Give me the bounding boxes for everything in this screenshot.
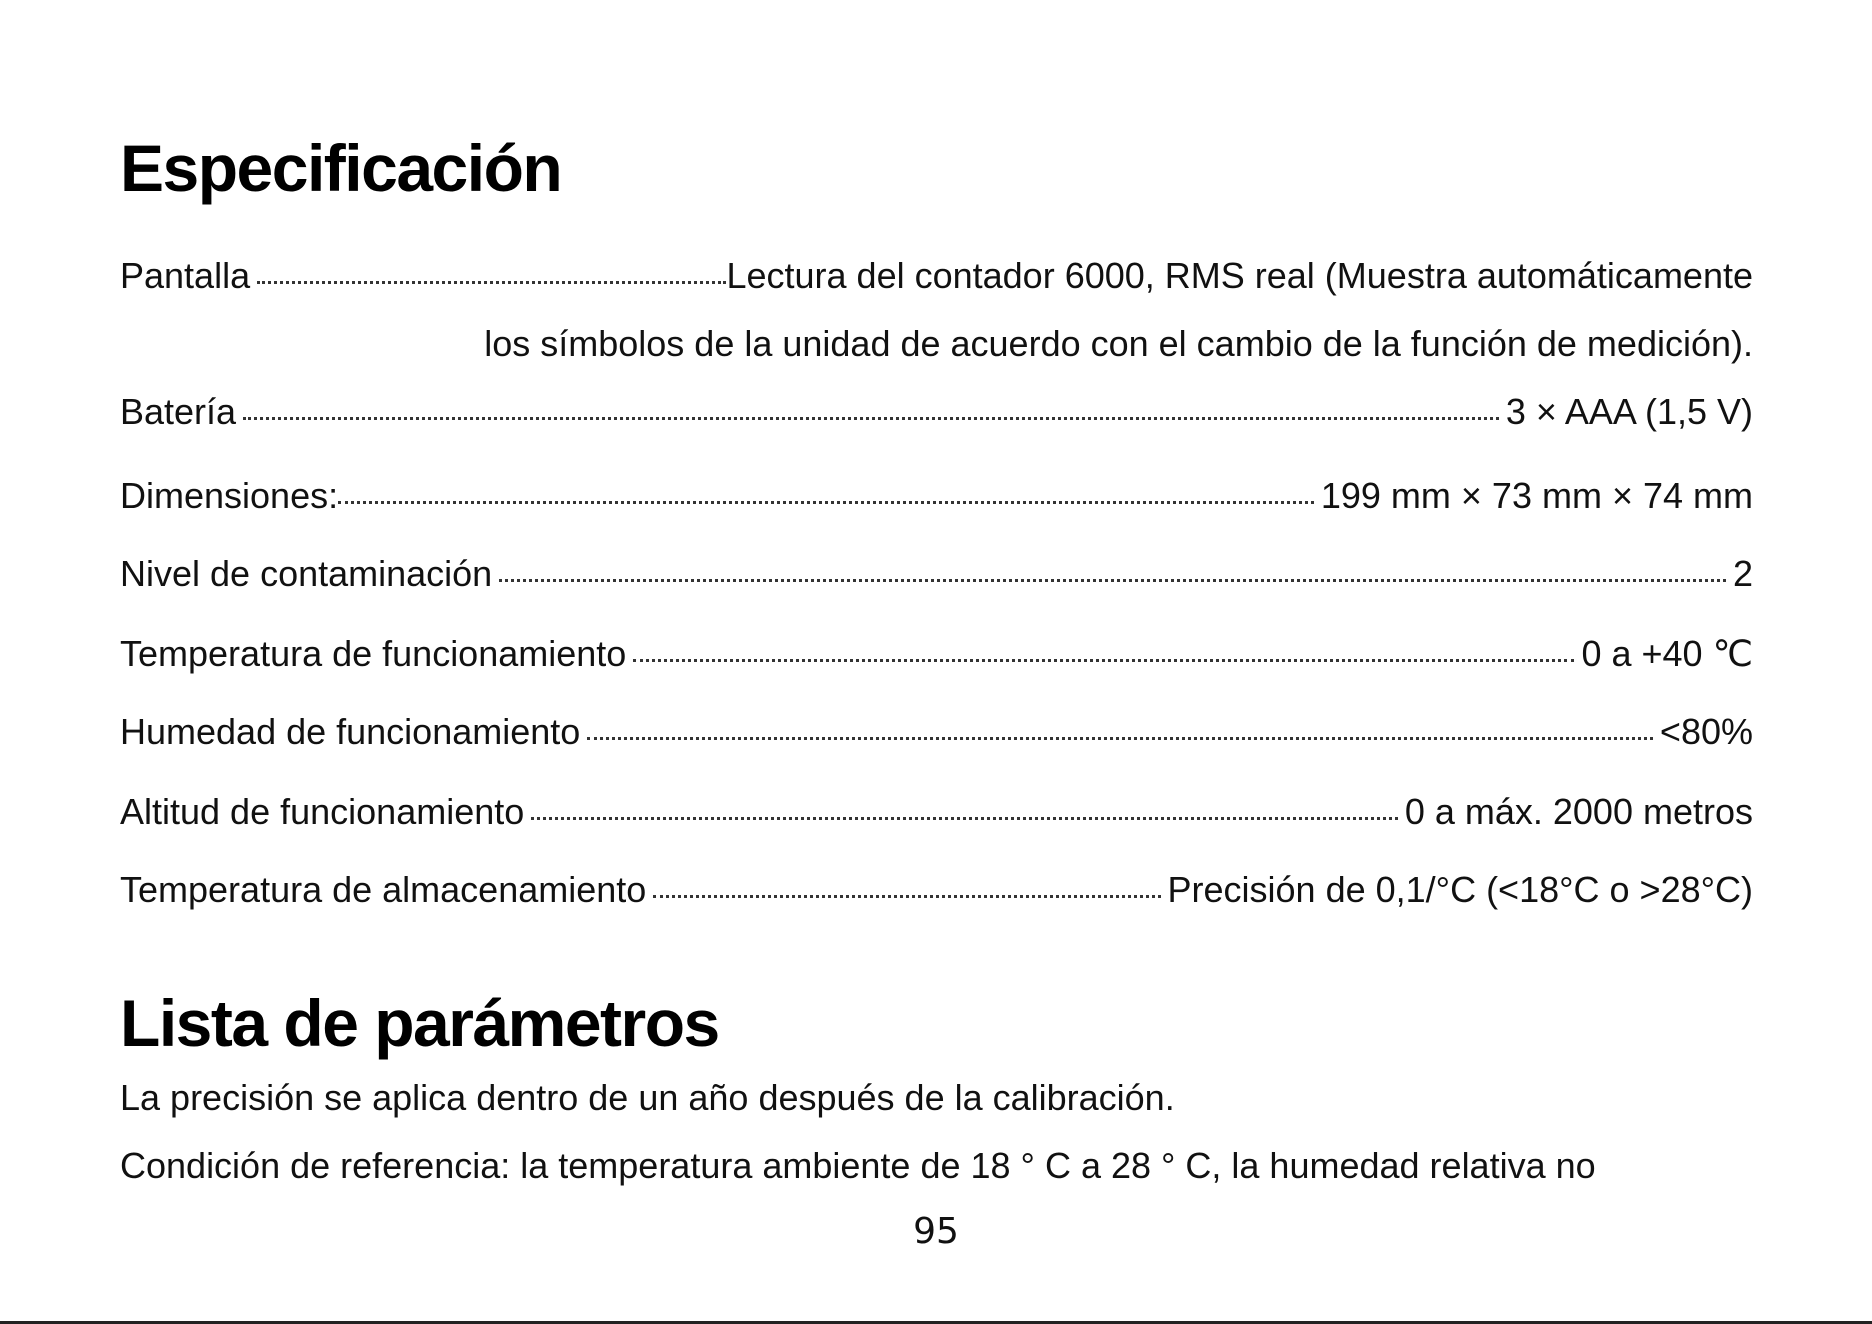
spec-value: 199 mm × 73 mm × 74 mm — [1320, 475, 1753, 516]
spec-value: <80% — [1659, 711, 1753, 752]
spec-row-operating-altitude — [120, 790, 1753, 834]
spec-row-storage-temperature — [120, 868, 1753, 912]
spec-row-dimensions — [120, 474, 1753, 518]
dot-leader — [633, 659, 1574, 662]
section-title-parameter-list: Lista de parámetros — [120, 986, 719, 1060]
spec-label: Pantalla — [120, 255, 251, 296]
dot-leader — [653, 895, 1160, 898]
document-page — [120, 0, 1753, 1324]
spec-label: Temperatura de almacenamiento — [120, 869, 647, 910]
spec-value: 0 a máx. 2000 metros — [1404, 791, 1753, 832]
paragraph-accuracy: La precisión se aplica dentro de un año después de la calibración. — [120, 1077, 1175, 1118]
spec-value: 0 a +40 ℃ — [1581, 633, 1753, 674]
paragraph-reference-condition: Condición de referencia: la temperatura ambiente de 18 ° C a 28 ° C, la humedad relativa no — [120, 1145, 1596, 1186]
section-title-specification: Especificación — [120, 131, 562, 205]
dot-leader — [243, 417, 1499, 420]
spec-label: Batería — [120, 391, 237, 432]
spec-label: Altitud de funcionamiento — [120, 791, 525, 832]
page-number: 95 — [913, 1211, 959, 1252]
spec-row-display — [120, 254, 1753, 298]
spec-row-operating-temperature — [120, 632, 1753, 676]
spec-row-operating-humidity — [120, 710, 1753, 754]
dot-leader — [531, 817, 1398, 820]
spec-row-battery — [120, 390, 1753, 434]
spec-value: 2 — [1732, 553, 1753, 594]
dot-leader — [338, 501, 1314, 504]
spec-label: Temperatura de funcionamiento — [120, 633, 627, 674]
spec-value: 3 × AAA (1,5 V) — [1505, 391, 1753, 432]
dot-leader — [499, 579, 1726, 582]
spec-label: Nivel de contaminación — [120, 553, 493, 594]
spec-label: Humedad de funcionamiento — [120, 711, 581, 752]
spec-label: Dimensiones: — [120, 475, 339, 516]
spec-value: Precisión de 0,1/°C (<18°C o >28°C) — [1167, 869, 1753, 910]
spec-row-pollution-level — [120, 552, 1753, 596]
spec-value-continuation: los símbolos de la unidad de acuerdo con el cambio de la función de medición). — [484, 323, 1753, 364]
dot-leader — [257, 281, 726, 284]
spec-value: Lectura del contador 6000, RMS real (Muestra automáticamente — [726, 255, 1753, 296]
dot-leader — [587, 737, 1653, 740]
